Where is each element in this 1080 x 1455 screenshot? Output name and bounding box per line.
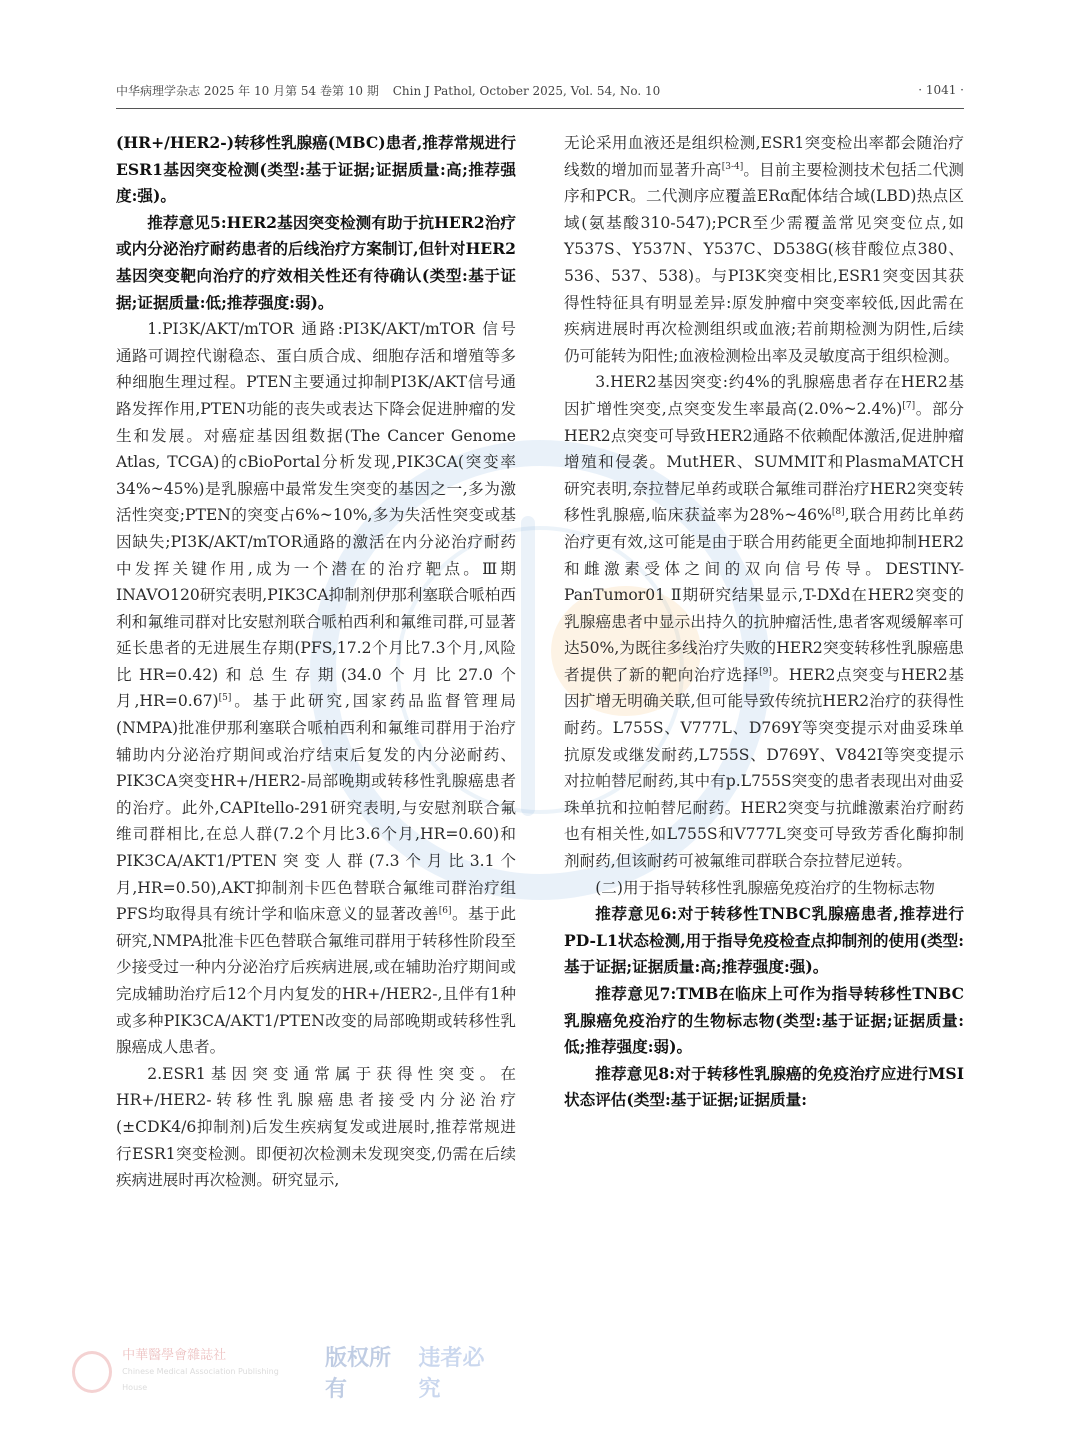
publisher-names <box>122 1348 297 1396</box>
recommendation-4-tail: (HR+/HER2-)转移性乳腺癌(MBC)患者,推荐常规进行ESR1基因突变检测(类型:基于证据;证据质量:高;推荐强度:强)。 <box>116 133 516 206</box>
journal-name-cn: 中华病理学杂志 2025 年 10 月第 54 卷第 10 期 <box>116 83 379 98</box>
publisher-name-en: Chinese Medical Association Publishing House <box>122 1367 279 1392</box>
right-column <box>564 130 964 1114</box>
copyright-mark: 版权所有 <box>325 1346 392 1402</box>
header-rule <box>116 108 964 109</box>
pi3k-text-b: 。基于此研究,国家药品监督管理局(NMPA)批准伊那利塞联合哌柏西利和氟维司群用于治疗辅助内分泌治疗期间或治疗结束后复发的内分泌耐药、PIK3CA突变HR+/HER2-局部晚期或转移性乳腺癌患者的治疗。此外,CAPItello-291研究表明,与安慰剂联合氟维司群相比,在总人群(7.2个月比3.6个月,HR=0.60)和PIK3CA/AKT1/PTEN突变人群(7.3个月比3.1个月,HR=0.50),AKT抑制剂卡匹色替联合氟维司群治疗组PFS均取得具有统计学和临床意义的显著改善 <box>116 692 516 924</box>
publisher-name-cn: 中華醫學會雜誌社 <box>122 1348 227 1363</box>
page-number: · 1041 · <box>918 83 964 97</box>
journal-name-en: Chin J Pathol, October 2025, Vol. 54, No. 10 <box>392 83 661 98</box>
her2-text-c: ,联合用药比单药治疗更有效,这可能是由于联合用药能更全面地抑制HER2和雌激素受体之间的双向信号传导。DESTINY-PanTumor01 Ⅱ期研究结果显示,T-DXd在HER2突变的乳腺癌患者中显示出持久的抗肿瘤活性,患者客观缓解率可达50%,为既往多线治疗失败的HER2突变转移性乳腺癌患者提供了新的靶向治疗选择 <box>564 506 964 684</box>
citation-8[interactable]: [8] <box>831 507 845 518</box>
left-column <box>116 130 516 1194</box>
citation-6[interactable]: [6] <box>438 906 452 917</box>
publisher-watermark <box>72 1346 502 1402</box>
esr1-text-a: 无论采用血液还是组织检测,ESR1突变检出率都会随治疗线数的增加而显著升高 <box>564 134 964 179</box>
esr1-paragraph: 2.ESR1基因突变通常属于获得性突变。在HR+/HER2-转移性乳腺癌患者接受内分泌治疗(±CDK4/6抑制剂)后发生疾病复发或进展时,推荐常规进行ESR1突变检测。即便初次检测未发现突变,仍需在后续疾病进展时再次检测。研究显示, <box>116 1064 516 1190</box>
citation-3-4[interactable]: [3-4] <box>721 161 744 172</box>
pi3k-text-a: 1.PI3K/AKT/mTOR 通路:PI3K/AKT/mTOR 信号通路可调控代谢稳态、蛋白质合成、细胞存活和增殖等多种细胞生理过程。PTEN主要通过抑制PI3K/AKT信号通路发挥作用,PTEN功能的丧失或表达下降会促进肿瘤的发生和发展。对癌症基因组数据(The Cancer Genome Atlas, TCGA)的cBioPortal分析发现,PIK3CA(突变率34%~45%)是乳腺癌中最常发生突变的基因之一,多为激活性突变;PTEN的突变占6%~10%,多为失活性突变或基因缺失;PI3K/AKT/mTOR通路的激活在内分泌治疗耐药中发挥关键作用,成为一个潜在的治疗靶点。Ⅲ期INAVO120研究表明,PIK3CA抑制剂伊那利塞联合哌柏西利和氟维司群对比安慰剂联合哌柏西利和氟维司群,可显著延长患者的无进展生存期(PFS,17.2个月比7.3个月,风险比HR=0.42)和总生存期(34.0个月比27.0个月,HR=0.67) <box>116 320 516 711</box>
esr1-continued-paragraph <box>564 130 964 369</box>
publisher-seal-icon <box>72 1351 112 1393</box>
recommendation-8: 推荐意见8:对于转移性乳腺癌的免疫治疗应进行MSI状态评估(类型:基于证据;证据质量: <box>564 1063 964 1110</box>
citation-9[interactable]: [9] <box>759 666 772 677</box>
section-heading-immunotherapy: (二)用于指导转移性乳腺癌免疫治疗的生物标志物 <box>595 878 935 897</box>
recommendation-7: 推荐意见7:TMB在临床上可作为指导转移性TNBC乳腺癌免疫治疗的生物标志物(类型:基于证据;证据质量:低;推荐强度:弱)。 <box>564 984 964 1057</box>
her2-text-a: 3.HER2基因突变:约4%的乳腺癌患者存在HER2基因扩增性突变,点突变发生率最高(2.0%~2.4%) <box>564 373 964 418</box>
journal-citation <box>116 82 660 99</box>
her2-paragraph <box>564 369 964 874</box>
pi3k-paragraph <box>116 316 516 1061</box>
caduceus-staff-icon <box>521 516 535 816</box>
esr1-text-b: 。目前主要检测技术包括二代测序和PCR。二代测序应覆盖ERα配体结合域(LBD)热点区域(氨基酸310-547);PCR至少需覆盖常见突变位点,如Y537S、Y537N、Y537C、D538G(核苷酸位点380、536、537、538)。与PI3K突变相比,ESR1突变因其获得性特征具有明显差异:原发肿瘤中突变率较低,因此需在疾病进展时再次检测组织或血液;若前期检测为阴性,后续仍可能转为阳性;血液检测检出率及灵敏度高于组织检测。 <box>564 160 964 365</box>
pi3k-text-c: 。基于此研究,NMPA批准卡匹色替联合氟维司群用于转移性阶段至少接受过一种内分泌治疗后疾病进展,或在辅助治疗期间或完成辅助治疗后12个月内复发的HR+/HER2-,且伴有1种或多种PIK3CA/AKT1/PTEN改变的局部晚期或转移性乳腺癌成人患者。 <box>116 905 516 1057</box>
recommendation-5: 推荐意见5:HER2基因突变检测有助于抗HER2治疗或内分泌治疗耐药患者的后线治疗方案制订,但针对HER2基因突变靶向治疗的疗效相关性还有待确认(类型:基于证据;证据质量:低;推荐强度:弱)。 <box>116 212 516 312</box>
copyright-warning: 违者必究 <box>418 1346 485 1402</box>
citation-5[interactable]: [5] <box>218 693 232 704</box>
her2-text-b: 。部分HER2点突变可导致HER2通路不依赖配体激活,促进肿瘤增殖和侵袭。MutHER、SUMMIT和PlasmaMATCH研究表明,奈拉替尼单药或联合氟维司群治疗HER2突变转移性乳腺癌,临床获益率为28%~46% <box>564 399 964 525</box>
running-header <box>116 78 964 102</box>
her2-text-d: 。HER2点突变与HER2基因扩增无明确关联,但可能导致传统抗HER2治疗的获得性耐药。L755S、V777L、D769Y等突变提示对曲妥珠单抗原发或继发耐药,L755S、D769Y、V842I等突变提示对拉帕替尼耐药,其中有p.L755S突变的患者表现出对曲妥珠单抗和拉帕替尼耐药。HER2突变与抗雌激素治疗耐药也有相关性,如L755S和V777L突变可导致芳香化酶抑制剂耐药,但该耐药可被氟维司群联合奈拉替尼逆转。 <box>564 665 964 871</box>
citation-7[interactable]: [7] <box>902 400 916 411</box>
recommendation-6: 推荐意见6:对于转移性TNBC乳腺癌患者,推荐进行PD-L1状态检测,用于指导免疫检查点抑制剂的使用(类型:基于证据;证据质量:高;推荐强度:强)。 <box>564 904 964 977</box>
